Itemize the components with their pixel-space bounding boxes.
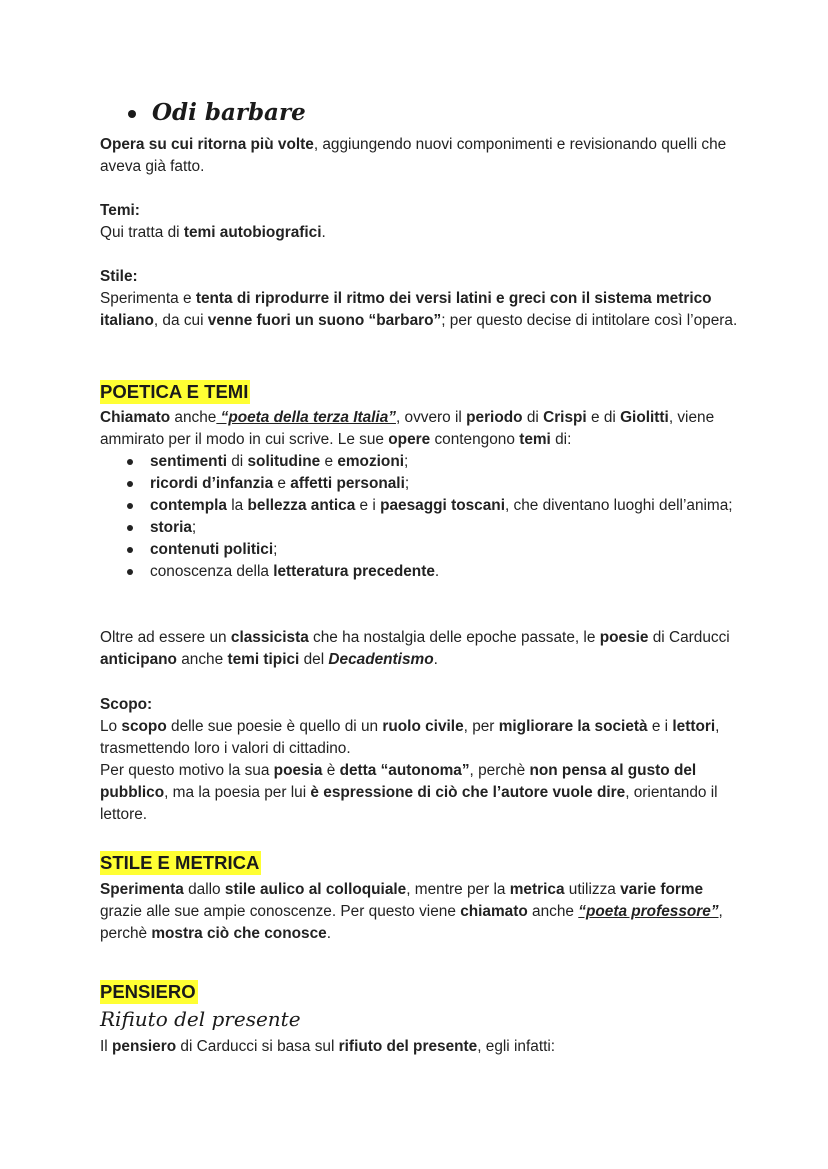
quote-poeta-professore: “poeta professore” [578, 903, 719, 920]
bullet-icon [128, 110, 136, 118]
classicista-paragraph: Oltre ad essere un classicista che ha nostalgia delle epoche passate, le poesie di Carducci anticipano anche temi tipici del Decadentismo. [100, 629, 730, 668]
list-item: sentimenti di solitudine e emozioni; [100, 451, 740, 473]
bullet-icon [127, 459, 133, 465]
heading-pensiero: PENSIERO [100, 981, 196, 1002]
stile-metrica-paragraph: Sperimenta dallo stile aulico al colloquiale, mentre per la metrica utilizza varie forme grazie alle sue ampie conoscenze. Per questo viene chiamato anche “poeta professore”, perchè mostra ciò che conosce. [100, 881, 723, 942]
temi-label: Temi: [100, 202, 140, 219]
list-item: storia; [100, 517, 740, 539]
bullet-icon [127, 547, 133, 553]
scopo-paragraph-1: Lo scopo delle sue poesie è quello di un ruolo civile, per migliorare la società e i lettori, trasmettendo loro i valori di cittadino. [100, 718, 720, 757]
subheading-rifiuto-del-presente: Rifiuto del presente [100, 1007, 301, 1031]
stile-label: Stile: [100, 268, 138, 285]
poetica-paragraph: Chiamato anche “poeta della terza Italia”, ovvero il periodo di Crispi e di Giolitti, viene ammirato per il modo in cui scrive. Le sue opere contengono temi di: [100, 409, 715, 448]
quote-poeta-terza-italia: “poeta della terza Italia” [216, 409, 396, 426]
list-item: contempla la bellezza antica e i paesaggi toscani, che diventano luoghi dell’anima; [100, 495, 740, 517]
scopo-label: Scopo: [100, 696, 153, 713]
list-item: ricordi d’infanzia e affetti personali; [100, 473, 740, 495]
temi-list [100, 451, 740, 583]
odi-intro-paragraph: Opera su cui ritorna più volte, aggiungendo nuovi componimenti e revisionando quelli che aveva già fatto. [100, 136, 727, 175]
list-item: contenuti politici; [100, 539, 740, 561]
list-item: conoscenza della letteratura precedente. [100, 561, 740, 583]
heading-stile-e-metrica: STILE E METRICA [100, 852, 260, 873]
stile-paragraph: Sperimenta e tenta di riprodurre il ritmo dei versi latini e greci con il sistema metrico italiano, da cui venne fuori un suono “barbaro”; per questo decise di intitolare così l’opera. [100, 290, 738, 329]
scopo-paragraph-2: Per questo motivo la sua poesia è detta “autonoma”, perchè non pensa al gusto del pubblico, ma la poesia per lui è espressione di ciò che l’autore vuole dire, orientando il lettore. [100, 762, 718, 823]
section-title-odi-barbare: Odi barbare [152, 99, 306, 126]
bullet-icon [127, 569, 133, 575]
bullet-icon [127, 503, 133, 509]
heading-poetica-e-temi: POETICA E TEMI [100, 381, 249, 402]
bullet-icon [127, 481, 133, 487]
pensiero-paragraph: Il pensiero di Carducci si basa sul rifiuto del presente, egli infatti: [100, 1038, 556, 1055]
bullet-icon [127, 525, 133, 531]
temi-paragraph: Qui tratta di temi autobiografici. [100, 224, 326, 241]
